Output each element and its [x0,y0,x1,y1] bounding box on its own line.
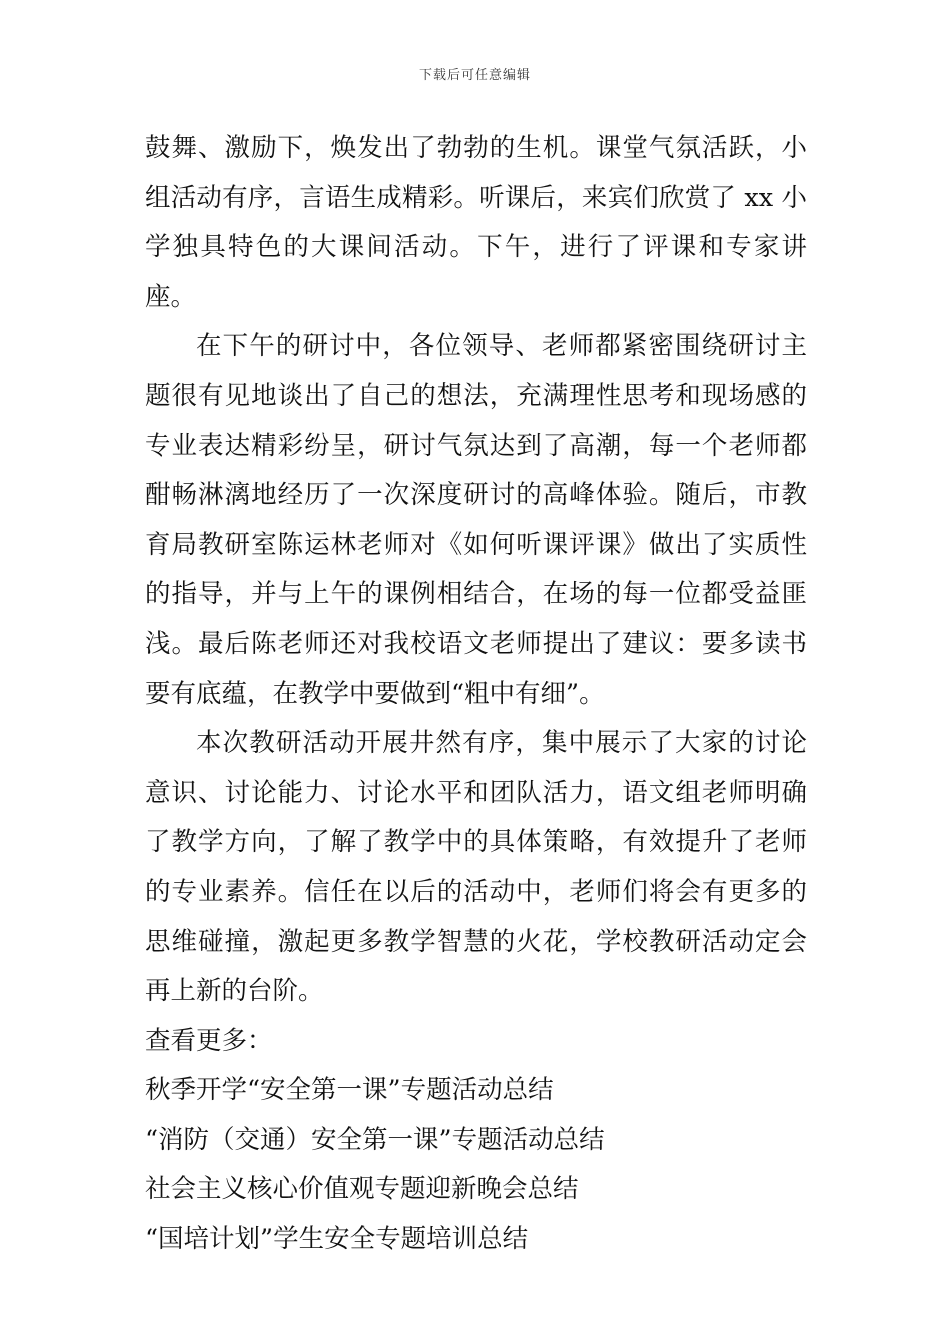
related-link[interactable]: 社会主义核心价值观专题迎新晚会总结 [145,1174,579,1205]
related-link[interactable]: “消防（交通）安全第一课”专题活动总结 [145,1124,605,1155]
paragraph-afternoon-discussion: 在下午的研讨中，各位领导、老师都紧密围绕研讨主题很有见地谈出了自己的想法，充满理性思考和现场感的专业表达精彩纷呈，研讨气氛达到了高潮，每一个老师都酣畅淋漓地经历了一次深度研讨的高峰体验。随后，市教育局教研室陈运林老师对《如何听课评课》做出了实质性的指导，并与上午的课例相结合，在场的每一位都受益匪浅。最后陈老师还对我校语文老师提出了建议：要多读书要有底蕴，在教学中要做到“粗中有细”。 [145,331,807,709]
document-body [145,124,807,1265]
related-link[interactable]: “国培计划”学生安全专题培训总结 [145,1224,529,1255]
see-more-label: 查看更多： [145,1025,273,1056]
page-header-note: 下载后可任意编辑 [418,68,531,83]
related-links-list [145,1066,807,1264]
paragraph-summary: 本次教研活动开展井然有序，集中展示了大家的讨论意识、讨论能力、讨论水平和团队活力，语文组老师明确了教学方向，了解了教学中的具体策略，有效提升了老师的专业素养。信任在以后的活动中，老师们将会有更多的思维碰撞，激起更多教学智慧的火花，学校教研活动定会再上新的台阶。 [145,728,807,1007]
related-link[interactable]: 秋季开学“安全第一课”专题活动总结 [145,1075,554,1106]
paragraph-continuation: 鼓舞、激励下，焕发出了勃勃的生机。课堂气氛活跃，小组活动有序，言语生成精彩。听课后，来宾们欣赏了 xx 小学独具特色的大课间活动。下午，进行了评课和专家讲座。 [145,133,807,312]
